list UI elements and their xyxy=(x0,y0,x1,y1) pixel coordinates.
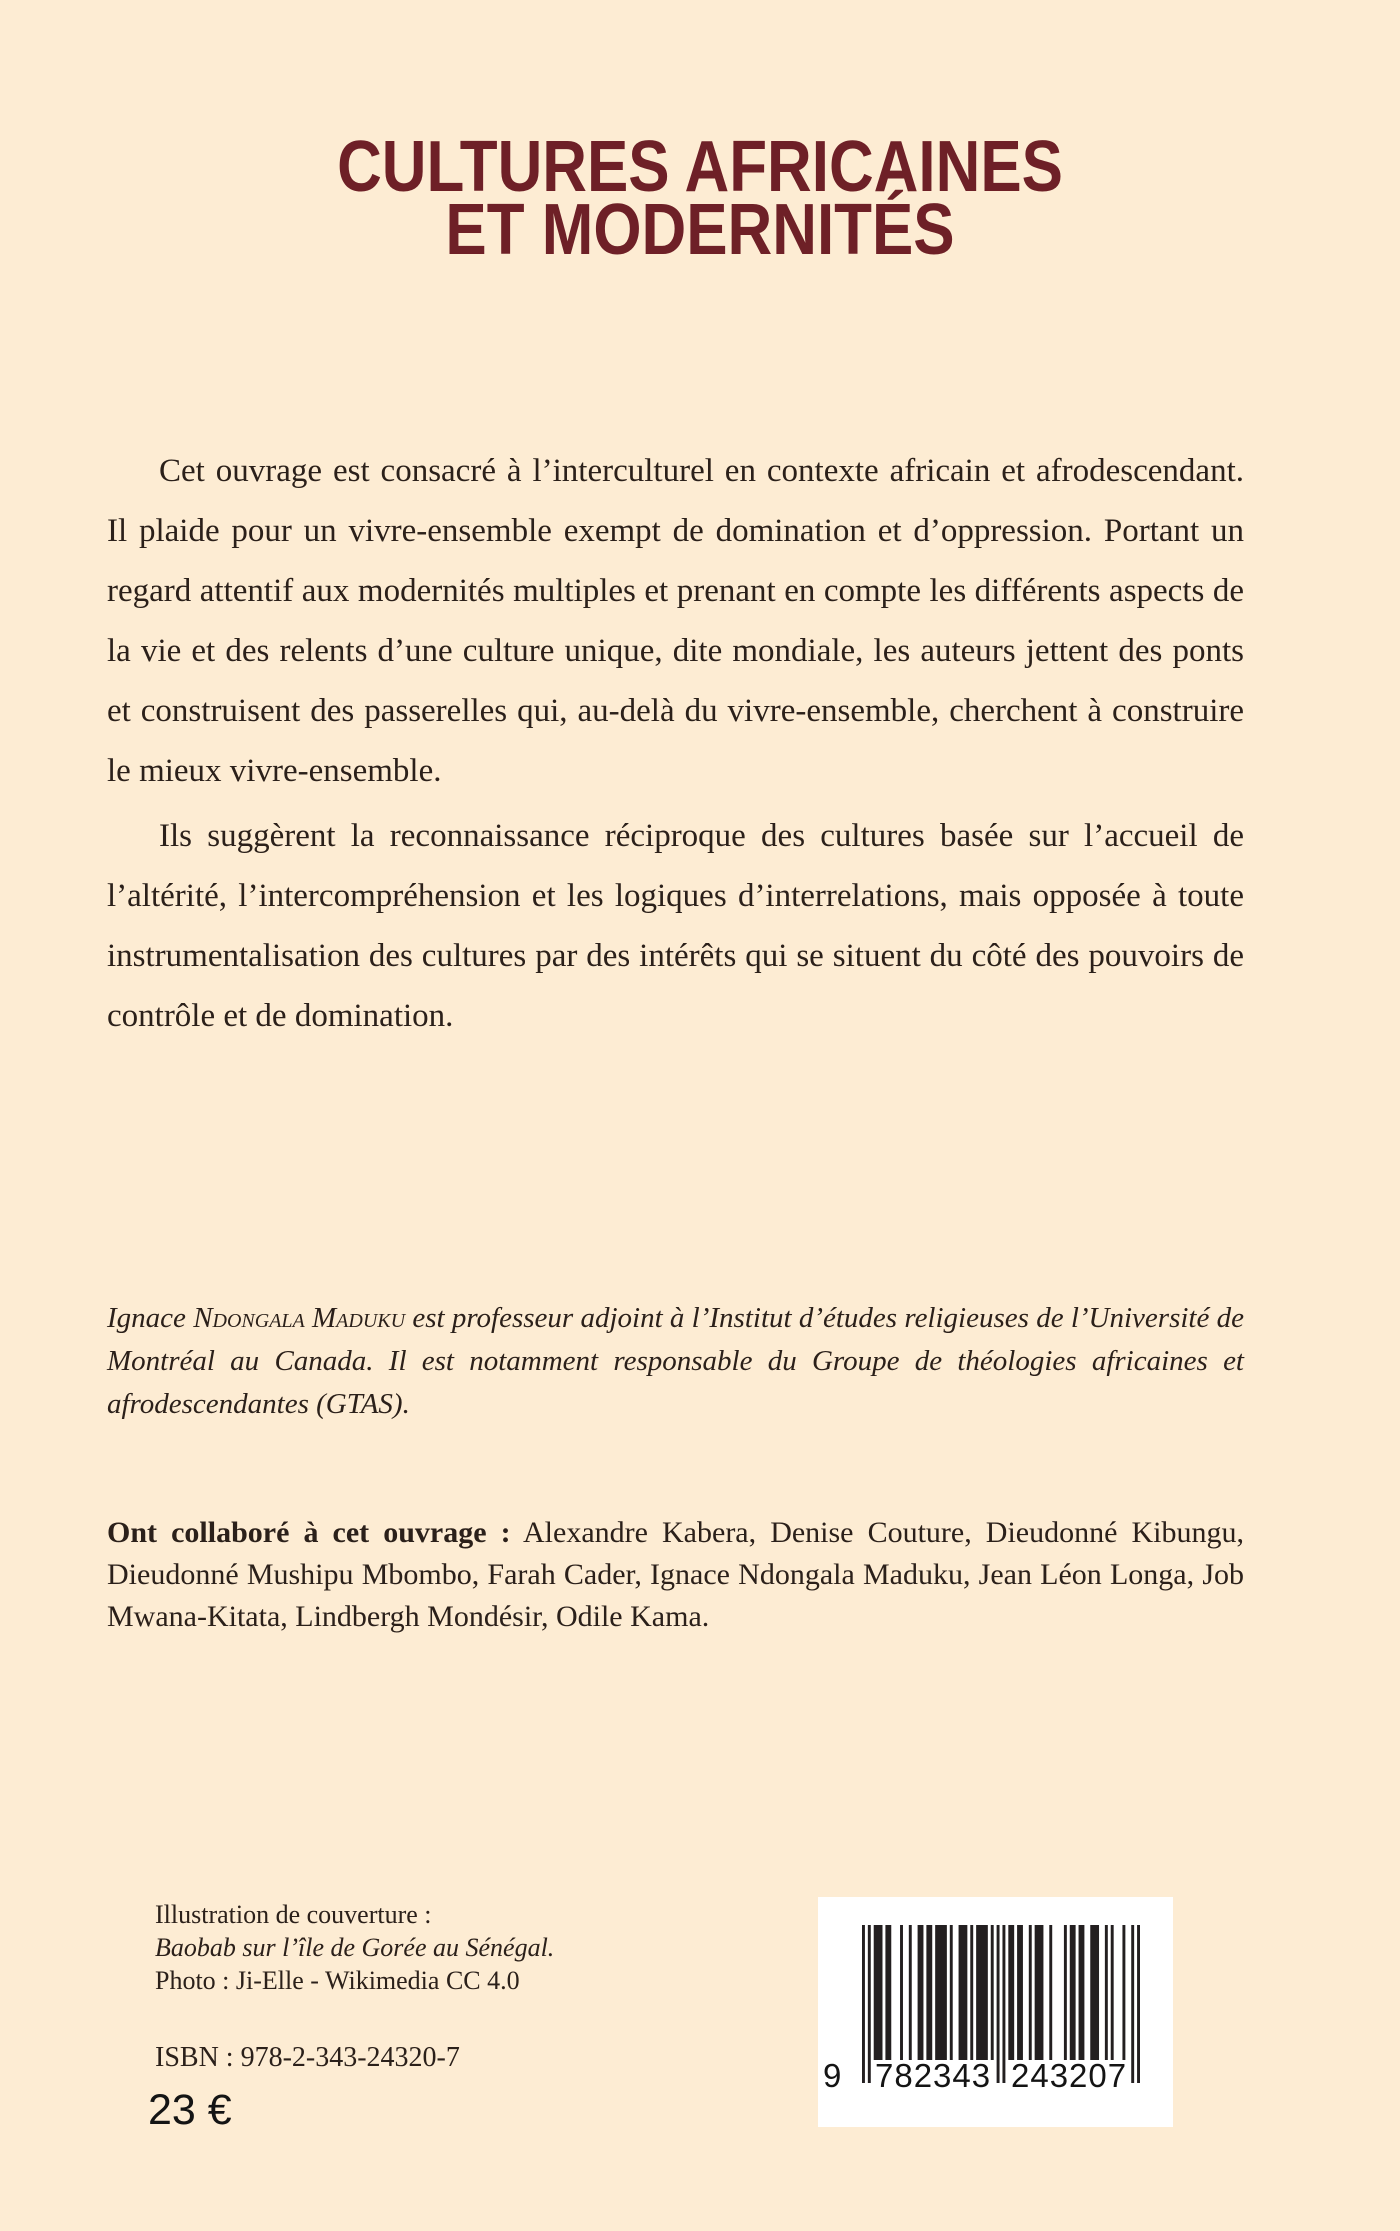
price: 23 € xyxy=(148,2086,232,2134)
author-first-name: Ignace xyxy=(107,1302,186,1334)
author-bio-text: est professeur adjoint à l’Institut d’études religieuses de l’Université de Montréal au Canada. Il est notamment responsable du Groupe de théologies africaines et afrodescendantes (GTAS). xyxy=(107,1302,1244,1420)
book-title-line1: CULTURES AFRICAINES xyxy=(337,127,1063,207)
contributors-names: Alexandre Kabera, Denise Couture, Dieudonné Kibungu, Dieudonné Mushipu Mbombo, Farah Cader, Ignace Ndongala Maduku, Jean Léon Longa, Job Mwana-Kitata, Lindbergh Mondésir, Odile Kama. xyxy=(107,1516,1244,1633)
synopsis xyxy=(107,441,1244,1046)
synopsis-paragraph-2: Ils suggèrent la reconnaissance réciproque des cultures basée sur l’accueil de l’altérité, l’intercompréhension et les logiques d’interrelations, mais opposée à toute instrumentalisation des cultures par des intérêts qui se situent du côté des pouvoirs de contrôle et de domination. xyxy=(107,818,1244,1034)
book-title-line2: ET MODERNITÉS xyxy=(445,190,955,270)
credit-photographer: Photo : Ji-Elle - Wikimedia CC 4.0 xyxy=(155,1966,520,1995)
barcode-digits-right: 243207 xyxy=(1011,2057,1128,2094)
contributors-label: Ont collaboré à cet ouvrage : xyxy=(107,1516,511,1549)
isbn: ISBN : 978-2-343-24320-7 xyxy=(155,2042,460,2073)
credit-photo-title: Baobab sur l’île de Gorée au Sénégal. xyxy=(155,1933,555,1962)
barcode-digit-9: 9 xyxy=(823,2057,843,2094)
barcode-digits-left: 782343 xyxy=(875,2057,992,2094)
author-last-name: Ndongala Maduku xyxy=(193,1302,406,1334)
book-title xyxy=(98,127,1302,270)
barcode xyxy=(818,1897,1173,2127)
synopsis-paragraph-1: Cet ouvrage est consacré à l’interculturel en contexte africain et afrodescendant. Il plaide pour un vivre-ensemble exempt de domination et d’oppression. Portant un regard attentif aux modernités multiples et prenant en compte les différents aspects de la vie et des relents d’une culture unique, dite mondiale, les auteurs jettent des ponts et construisent des passerelles qui, au-delà du vivre-ensemble, cherchent à construire le mieux vivre-ensemble. xyxy=(107,453,1244,789)
author-bio xyxy=(107,1297,1244,1426)
cover-illustration-credit xyxy=(155,1898,554,1997)
barcode-digits xyxy=(818,2057,1173,2101)
credit-label: Illustration de couverture : xyxy=(155,1900,432,1929)
contributors xyxy=(107,1512,1244,1638)
